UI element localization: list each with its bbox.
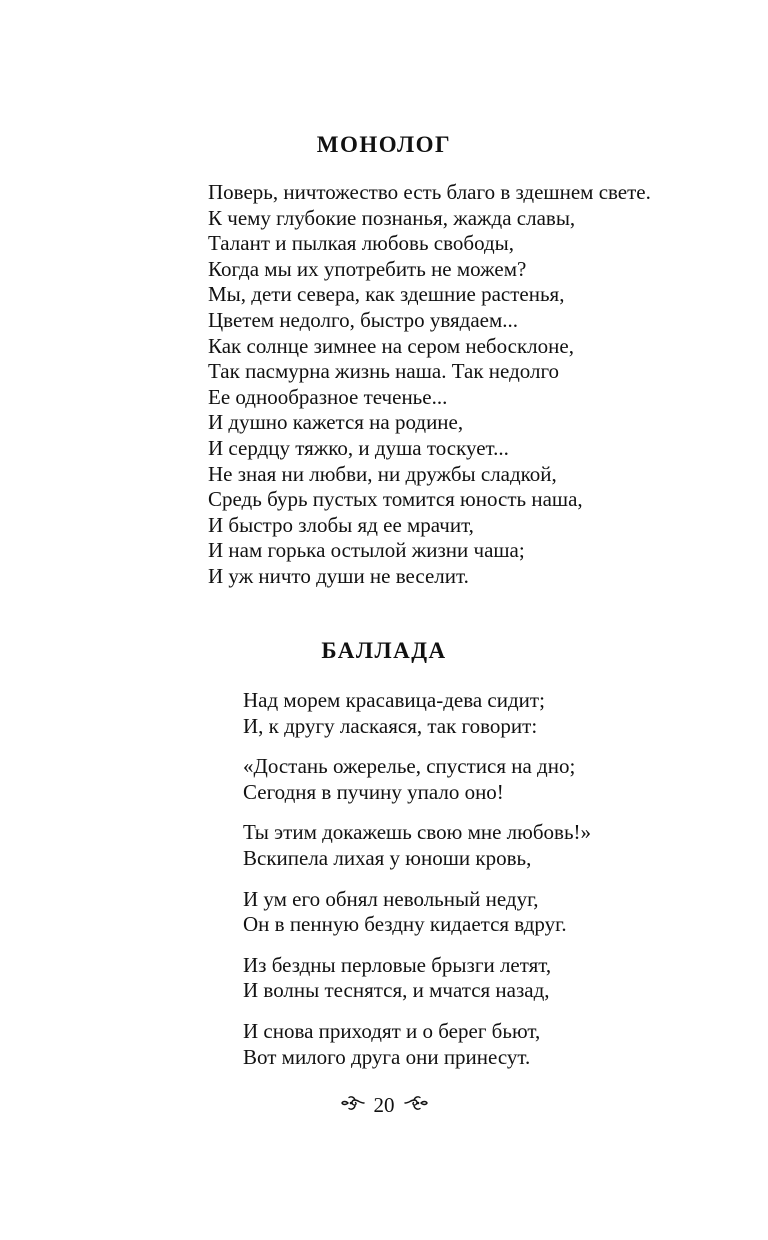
page-number: 20: [373, 1093, 395, 1118]
poem-line: Как солнце зимнее на сером небосклоне,: [208, 333, 574, 358]
poem-line: Сегодня в пучину упало оно!: [243, 779, 504, 804]
page-footer: [0, 1088, 768, 1120]
poem-line: Он в пенную бездну кидается вдруг.: [243, 912, 567, 937]
poem-line: И уж ничто души не веселит.: [208, 563, 469, 588]
poem-line: Когда мы их употребить не можем?: [208, 256, 527, 281]
poem-monolog: [208, 180, 651, 590]
poem-line: Из бездны перловые брызги летят,: [243, 952, 552, 977]
poem-line: Вскипела лихая у юноши кровь,: [243, 845, 532, 870]
poem-line: Не зная ни любви, ни дружбы сладкой,: [208, 461, 557, 486]
poem-line: И ум его обнял невольный недуг,: [243, 886, 539, 911]
poem-line: К чему глубокие познанья, жажда славы,: [208, 205, 576, 230]
poem-line: Цветем недолго, быстро увядаем...: [208, 307, 519, 332]
poem-line: И сердцу тяжко, и душа тоскует...: [208, 435, 509, 460]
floral-ornament-right-icon: [403, 1094, 429, 1112]
poem-line: И, к другу ласкаяся, так говорит:: [243, 713, 538, 738]
stanza: [243, 887, 591, 938]
poem-line: Средь бурь пустых томится юность наша,: [208, 487, 583, 512]
stanza: [243, 1019, 591, 1070]
poem-line: «Достань ожерелье, спустися на дно;: [243, 754, 576, 779]
poem-line: И душно кажется на родине,: [208, 410, 464, 435]
poem-line: Ее однообразное теченье...: [208, 384, 448, 409]
poem-ballada: [243, 688, 591, 1085]
poem-line: Вот милого друга они принесут.: [243, 1044, 531, 1069]
poem-line: Так пасмурна жизнь наша. Так недолго: [208, 359, 560, 384]
poem-line: Поверь, ничтожество есть благо в здешнем свете.: [208, 180, 651, 204]
poem-line: Мы, дети севера, как здешние растенья,: [208, 282, 565, 307]
poem-line: И снова приходят и о берег бьют,: [243, 1018, 541, 1043]
stanza: [243, 820, 591, 871]
poem-line: И быстро злобы яд ее мрачит,: [208, 512, 474, 537]
poem-line: Над морем красавица-дева сидит;: [243, 688, 545, 712]
stanza: [243, 688, 591, 739]
stanza: [243, 953, 591, 1004]
poem-line: Талант и пылкая любовь свободы,: [208, 231, 515, 256]
poem-line: Ты этим докажешь свою мне любовь!»: [243, 820, 592, 845]
poem-title-ballada: БАЛЛАДА: [321, 638, 447, 663]
poem-line: И нам горька остылой жизни чаша;: [208, 538, 525, 563]
stanza: [243, 754, 591, 805]
floral-ornament-left-icon: [340, 1094, 366, 1112]
poem-title-monolog: МОНОЛОГ: [316, 132, 452, 157]
poem-line: И волны теснятся, и мчатся назад,: [243, 978, 550, 1003]
